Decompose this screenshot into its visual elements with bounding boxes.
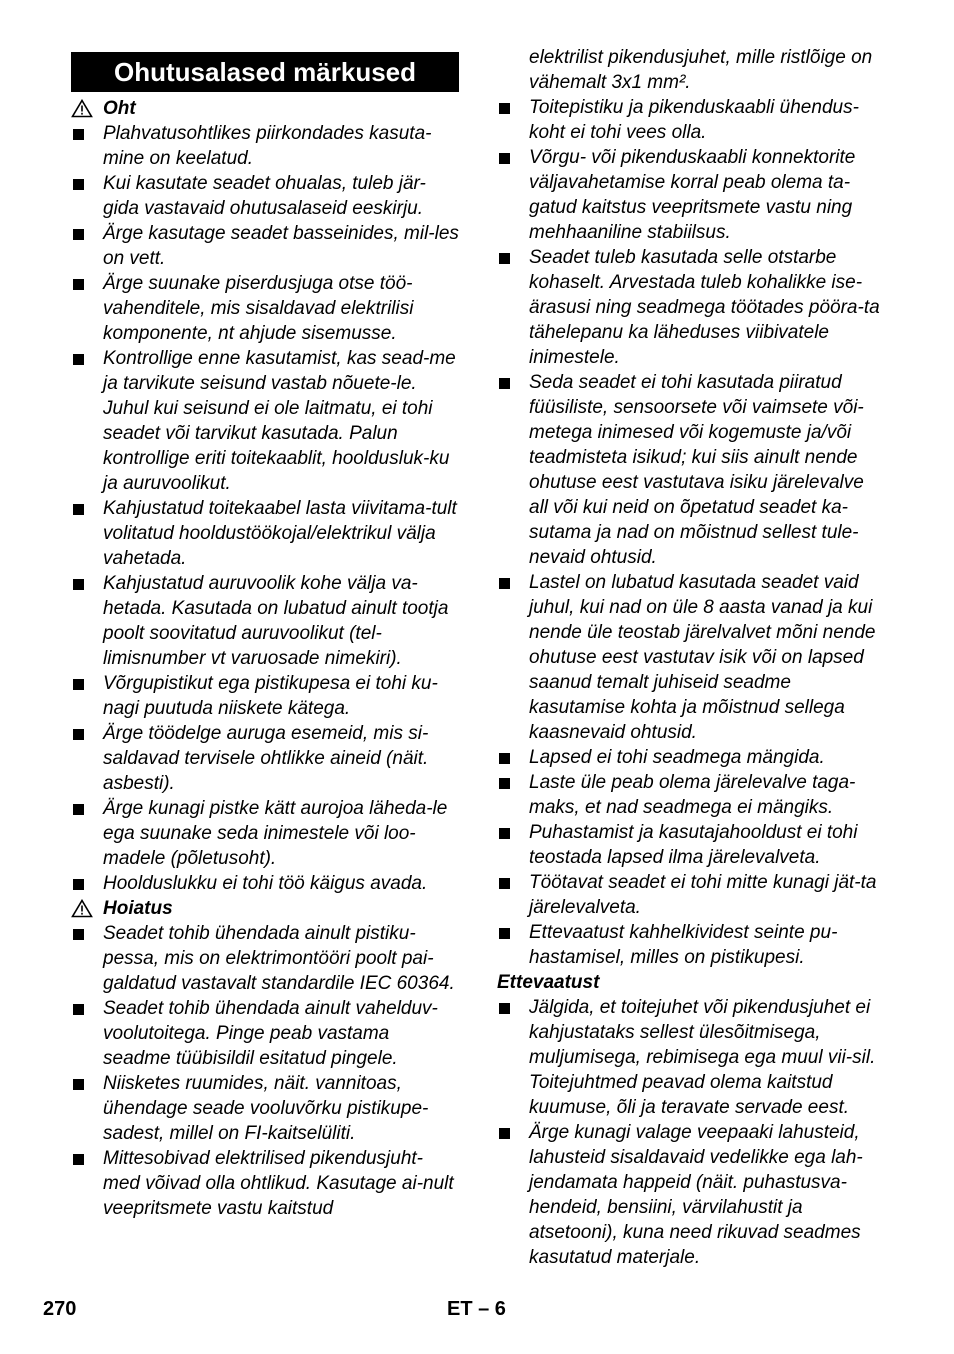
list-item: Plahvatusohtlikes piirkondades kasuta-mine on keelatud. — [71, 121, 459, 171]
section-marker: ET – 6 — [447, 1298, 506, 1320]
list-item: Lapsed ei tohi seadmega mängida. — [497, 745, 885, 770]
list-item: Seadet tohib ühendada ainult vahelduv-voolutoitega. Pinge peab vastama seadme tüübisildil esitatud pingele. — [71, 996, 459, 1071]
right-list — [497, 95, 885, 970]
list-item: Ärge töödelge auruga esemeid, mis si-saldavad tervisele ohtlikke aineid (näit. asbesti). — [71, 721, 459, 796]
list-item: Ärge kunagi valage veepaaki lahusteid, lahusteid sisaldavaid vedelikke ega lah-jendamata happeid (näit. puhastusva-hendeid, bensiini, värvilahustit ja atsetooni), kuna need rikuvad seadmes kasutatud materjale. — [497, 1120, 885, 1270]
list-item: Toitepistiku ja pikenduskaabli ühendus-koht ei tohi vees olla. — [497, 95, 885, 145]
list-item: Lastel on lubatud kasutada seadet vaid juhul, kui nad on üle 8 aasta vanad ja kui nende üle teostab järelvalvet mõni nende ohutuse eest vastutav isik või on lapsed saanud temalt juhiseid seadme kasutamise kohta ja mõistnud sellega kaasnevaid ohtusid. — [497, 570, 885, 745]
list-item: Ärge kasutage seadet basseinides, mil-les on vett. — [71, 221, 459, 271]
list-item: Laste üle peab olema järelevalve taga-maks, et nad seadmega ei mängiks. — [497, 770, 885, 820]
list-item: Mittesobivad elektrilised pikendusjuht-med võivad olla ohtlikud. Kasutage ai-nult veepritsmete vastu kaitstud — [71, 1146, 459, 1221]
list-item: Jälgida, et toitejuhet või pikendusjuhet ei kahjustataks sellest ülesõitmisega, muljumisega, rebimisega ega muul vii-sil. Toitejuhtmed peavad olema kaitstud kuumuse, õli ja teravate servade eest. — [497, 995, 885, 1120]
hoiatus-heading-label: Hoiatus — [103, 898, 173, 919]
list-item: Ettevaatust kahhelkividest seinte pu-hastamisel, milles on pistikupesi. — [497, 920, 885, 970]
list-item: Seda seadet ei tohi kasutada piiratud füüsiliste, sensoorsete või vaimsete või-metega inimesed või kogemuste ja/või teadmisteta isikud; kui siis ainult nende ohutuse eest vastutava isiku järelevalve all või kui neid on õpetatud seadet ka-sutama ja nad on mõistnud sellest tule-nevaid ohtusid. — [497, 370, 885, 570]
list-item: Kahjustatud toitekaabel lasta viivitama-tult volitatud hooldustöökojal/elektrikul välja vahetada. — [71, 496, 459, 571]
list-item: Võrgupistikut ega pistikupesa ei tohi ku-nagi puutuda niiskete kätega. — [71, 671, 459, 721]
left-column — [71, 52, 459, 1221]
list-item: Puhastamist ja kasutajahooldust ei tohi teostada lapsed ilma järelevalveta. — [497, 820, 885, 870]
continued-text: elektrilist pikendusjuhet, mille ristlõige on vähemalt 3x1 mm². — [529, 47, 873, 93]
oht-heading — [71, 96, 459, 121]
warning-triangle-icon — [71, 99, 95, 118]
ettevaatust-list — [497, 995, 885, 1270]
list-item: Töötavat seadet ei tohi mitte kunagi jät-ta järelevalveta. — [497, 870, 885, 920]
list-item: Võrgu- või pikenduskaabli konnektorite väljavahetamise korral peab olema ta-gatud kaitstus veepritsmete vastu ning mehhaaniline stabiilsus. — [497, 145, 885, 245]
list-item: Seadet tohib ühendada ainult pistiku-pessa, mis on elektrimontööri poolt pai-galdatud vastavalt standardile IEC 60364. — [71, 921, 459, 996]
list-item: Seadet tuleb kasutada selle otstarbe kohaselt. Arvestada tuleb kohalikke ise-ärasusi ning seadmega töötades pööra-ta tähelepanu ka läheduses viibivatele inimestele. — [497, 245, 885, 370]
warning-triangle-icon — [71, 899, 95, 918]
right-column — [497, 45, 885, 1270]
list-item: Niisketes ruumides, näit. vannitoas, ühendage seade vooluvõrku pistikupe-sadest, millel on FI-kaitselüliti. — [71, 1071, 459, 1146]
list-item: Hoolduslukku ei tohi töö käigus avada. — [71, 871, 459, 896]
page-number: 270 — [43, 1298, 77, 1320]
ettevaatust-heading-label: Ettevaatust — [497, 972, 600, 993]
list-item: Kahjustatud auruvoolik kohe välja va-hetada. Kasutada on lubatud ainult tootja poolt soovitatud auruvoolikut (tel-limisnumber vt varuosade nimekiri). — [71, 571, 459, 671]
oht-heading-label: Oht — [103, 98, 136, 119]
list-item: Kontrollige enne kasutamist, kas sead-me ja tarvikute seisund vastab nõuete-le. Juhul kui seisund ei ole laitmatu, ei tohi seadet või tarvikut kasutada. Palun kontrollige eriti toitekaablit, hooldusluk-ku ja auruvoolikut. — [71, 346, 459, 496]
hoiatus-heading — [71, 896, 459, 921]
list-item: Ärge suunake piserdusjuga otse töö-vahenditele, mis sisaldavad elektrilisi komponente, nt ahjude sisemusse. — [71, 271, 459, 346]
section-title: Ohutusalased märkused — [71, 52, 459, 92]
list-item: Kui kasutate seadet ohualas, tuleb jär-gida vastavaid ohutusalaseid eeskirju. — [71, 171, 459, 221]
list-item: Ärge kunagi pistke kätt aurojoa läheda-le ega suunake seda inimestele või loo-madele (põletusoht). — [71, 796, 459, 871]
hoiatus-list — [71, 921, 459, 1221]
oht-list — [71, 121, 459, 896]
ettevaatust-heading — [497, 970, 885, 995]
